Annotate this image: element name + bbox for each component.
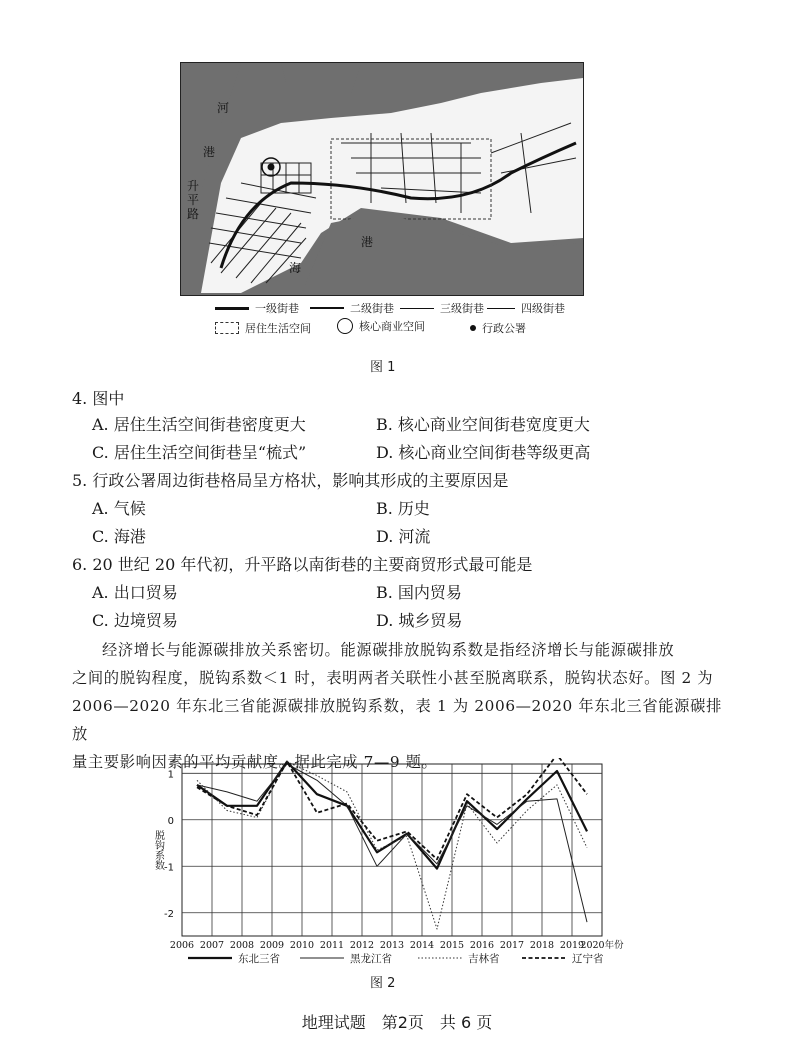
legend-label-东北三省: 东北三省 [238,953,280,965]
question-5-stem: 5. 行政公署周边街巷格局呈方格状，影响其形成的主要原因是 [72,471,509,490]
question-4-option-b: B. 核心商业空间街巷宽度更大 [376,415,590,434]
y-tick-label: -2 [164,908,174,920]
map-label-sea: 海 [289,261,302,275]
legend-admin-office [470,320,526,336]
legend-swatch-second [310,307,344,309]
map-label-lu: 路 [187,207,200,221]
chart-svg [150,758,670,980]
question-5-option-c: C. 海港 [92,527,146,546]
legend-label-residential: 居住生活空间 [245,322,311,335]
legend-third-class-street [400,300,484,316]
question-4-option-d: D. 核心商业空间街巷等级更高 [376,443,591,462]
question-5-option-b: B. 历史 [376,499,430,518]
question-5-option-a: A. 气候 [92,499,146,518]
legend-label-黑龙江省: 黑龙江省 [350,953,392,965]
x-tick-label: 2017 [499,940,525,951]
legend-first-class-street [215,300,299,316]
legend-dot-icon [470,325,476,331]
question-4-option-a: A. 居住生活空间街巷密度更大 [92,415,306,434]
legend-circle-icon [337,318,353,334]
x-tick-label: 2010 [289,940,315,951]
figure2-chart [150,758,670,980]
legend-swatch-first [215,307,249,310]
question-6-option-d: D. 城乡贸易 [376,611,463,630]
legend-label-辽宁省: 辽宁省 [572,953,604,965]
map-label-harbor-east: 港 [361,235,374,249]
x-tick-label: 2013 [379,940,405,951]
figure1-map [180,62,584,296]
x-tick-label: 2015 [439,940,465,951]
question-4-option-c: C. 居住生活空间街巷呈“梳式” [92,443,307,462]
y-tick-label: -1 [164,862,174,874]
legend-core-commercial [337,318,425,334]
x-tick-label: 2012 [349,940,375,951]
x-tick-label: 2009 [259,940,285,951]
legend-label-first: 一级街巷 [255,302,299,315]
legend-dashed-box-icon [215,322,239,334]
map-label-ping: 平 [187,193,200,207]
figure1-caption: 图 1 [370,360,396,375]
passage-line-2: 之间的脱钩程度，脱钩系数＜1 时，表明两者关联性小甚至脱离联系，脱钩状态好。图 2 为 [72,669,714,687]
page-footer: 地理试题 第2页 共 6 页 [301,1013,493,1032]
question-5-option-d: D. 河流 [376,527,431,546]
legend-label-fourth: 四级街巷 [521,302,565,315]
legend-fourth-class-street [487,300,565,316]
question-6-option-a: A. 出口贸易 [92,583,178,602]
legend-swatch-third [400,308,434,309]
x-tick-label: 2008 [229,940,255,951]
question-6-option-b: B. 国内贸易 [376,583,462,602]
x-tick-label: 2016 [469,940,495,951]
figure2-caption: 图 2 [370,976,396,991]
x-tick-label: 2006 [169,940,195,951]
question-6-option-c: C. 边境贸易 [92,611,178,630]
x-tick-label: 2014 [409,940,435,951]
question-6-stem: 6. 20 世纪 20 年代初，升平路以南街巷的主要商贸形式最可能是 [72,555,533,574]
map-graphic [181,63,583,295]
legend-label-second: 二级街巷 [350,302,394,315]
passage [72,636,722,776]
map-label-sheng: 升 [187,179,200,193]
question-4-stem: 4. 图中 [72,389,125,408]
passage-line-4: 量主要影响因素的平均贡献度。据此完成 7—9 题。 [72,753,438,771]
legend-swatch-fourth [487,308,515,309]
x-tick-label: 2007 [199,940,225,951]
y-axis-label: 脱钩系数 [152,830,164,870]
y-tick-label: 1 [167,769,174,781]
map-label-harbor-west: 港 [203,145,216,159]
x-tick-label: 2019 [559,940,585,951]
x-tick-label: 2011 [319,940,345,951]
y-tick-label: 0 [167,815,174,827]
legend-second-class-street [310,300,394,316]
figure1-legend [215,298,575,338]
x-tick-label: 2020年份 [580,940,624,951]
legend-label-admin: 行政公署 [482,322,526,335]
map-label-river: 河 [217,101,230,115]
legend-label-吉林省: 吉林省 [468,953,500,965]
legend-label-third: 三级街巷 [440,302,484,315]
passage-line-3: 2006—2020 年东北三省能源碳排放脱钩系数，表 1 为 2006—2020 年东北三省能源碳排放 [72,697,722,743]
legend-label-commercial: 核心商业空间 [359,320,425,333]
x-tick-label: 2018 [529,940,555,951]
passage-line-1: 经济增长与能源碳排放关系密切。能源碳排放脱钩系数是指经济增长与能源碳排放 [102,641,675,659]
legend-residential-space [215,320,311,336]
